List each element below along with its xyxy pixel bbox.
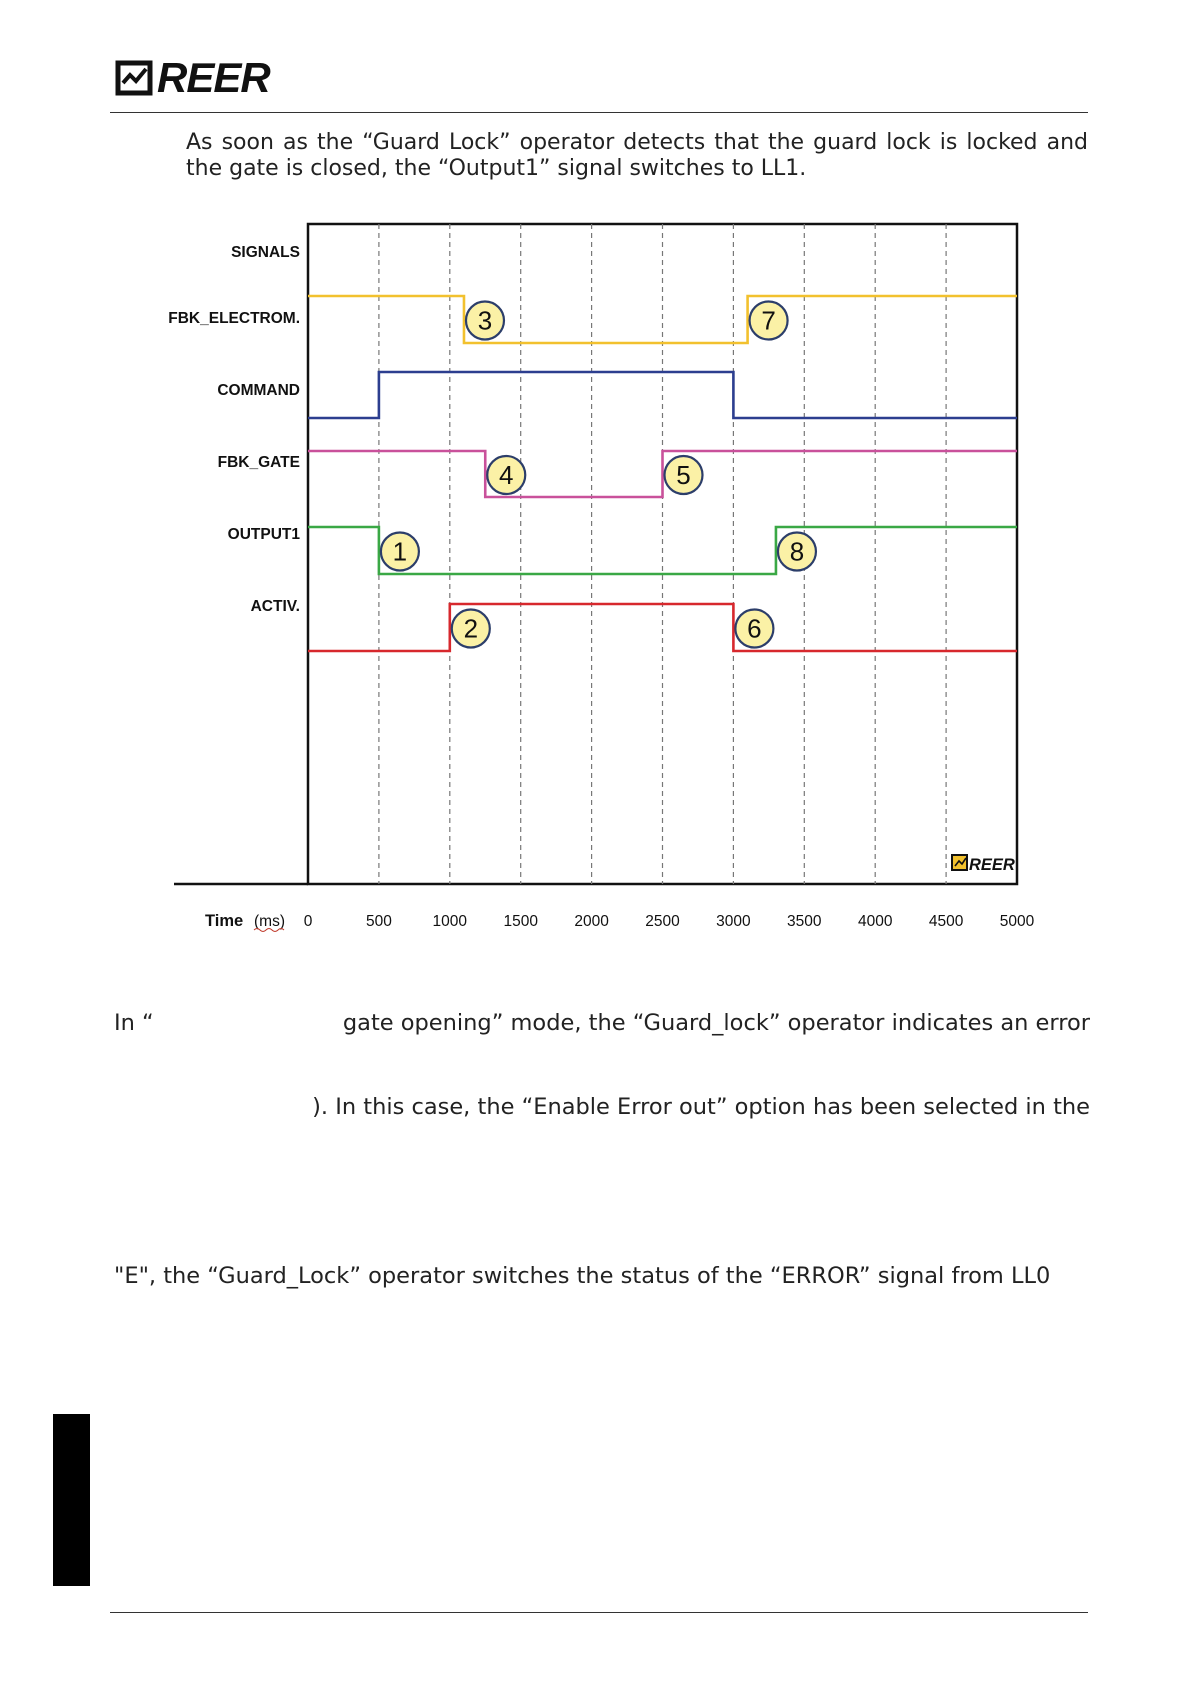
x-tick-label: 500 <box>365 913 392 930</box>
logo-text: REER <box>157 54 270 101</box>
event-marker-label: 6 <box>747 613 762 644</box>
side-tab <box>53 1414 90 1586</box>
signal-trace <box>308 451 1017 497</box>
signal-label: FBK_GATE <box>217 454 300 471</box>
event-marker-label: 1 <box>392 536 408 567</box>
x-tick-label: 4000 <box>857 913 893 930</box>
x-tick-label: 4500 <box>928 913 964 930</box>
signals-header: SIGNALS <box>231 244 300 261</box>
paragraph-mode-error-end: gate opening” mode, the “Guard_lock” operator indicates an error <box>342 1010 1090 1036</box>
x-axis-unit: (ms) <box>254 913 285 930</box>
intro-paragraph: As soon as the “Guard Lock” operator detects that the guard lock is locked and the gate is closed, the “Output1” signal switches to LL1. <box>186 130 1088 181</box>
event-marker-label: 3 <box>477 305 493 336</box>
signal-label: FBK_ELECTROM. <box>168 310 300 327</box>
x-axis-title: Time <box>205 912 244 930</box>
x-tick-label: 2500 <box>645 913 680 930</box>
watermark-text: REER <box>969 856 1015 874</box>
paragraph-error-signal-text: "E", the “Guard_Lock” operator switches the status of the “ERROR” signal from LL0 <box>114 1263 1051 1289</box>
event-marker-label: 7 <box>761 305 776 336</box>
x-tick-label: 3500 <box>787 913 822 930</box>
x-tick-label: 1500 <box>503 913 538 930</box>
event-marker-label: 5 <box>676 460 691 490</box>
spelling-underline <box>254 929 284 932</box>
event-marker-label: 8 <box>789 536 805 567</box>
x-tick-label: 3000 <box>716 913 751 930</box>
paragraph-enable-error-text: ). In this case, the “Enable Error out” option has been selected in the <box>312 1094 1090 1120</box>
footer-rule <box>110 1612 1088 1613</box>
signal-label: COMMAND <box>217 382 300 399</box>
signal-label: OUTPUT1 <box>227 526 300 543</box>
x-tick-label: 0 <box>303 913 313 930</box>
x-tick-label: 2000 <box>574 913 609 930</box>
event-marker-label: 4 <box>499 460 514 490</box>
paragraph-mode-error-start: In “ <box>114 1010 154 1036</box>
signal-label: ACTIV. <box>250 598 300 615</box>
x-tick-label: 1000 <box>432 913 468 930</box>
event-marker-label: 2 <box>463 613 479 644</box>
x-tick-label: 5000 <box>999 913 1035 930</box>
